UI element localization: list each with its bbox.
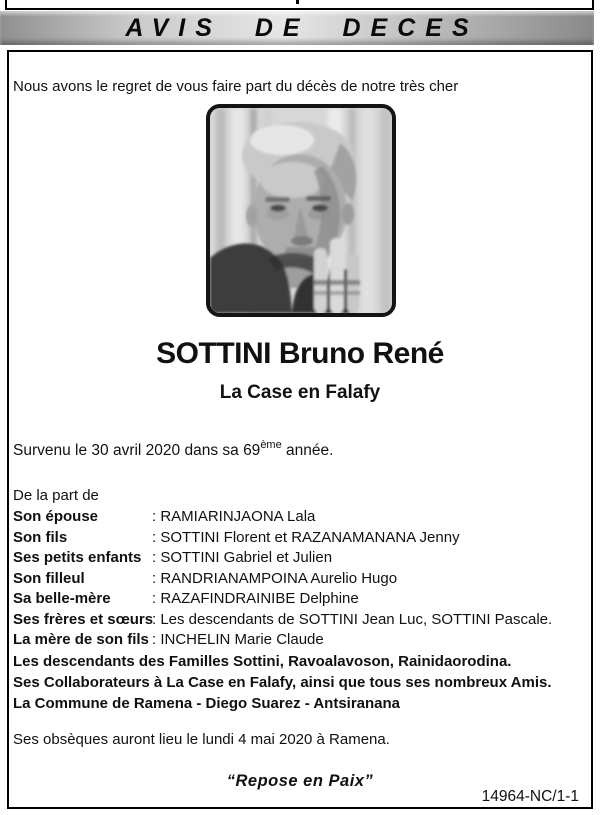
death-date-suffix: année. xyxy=(281,442,334,460)
relation-row-spouse xyxy=(13,508,589,529)
relation-row-sons-mother xyxy=(13,631,589,652)
relation-label: Ses frères et sœurs xyxy=(13,610,154,628)
family-line-collaborators: Ses Collaborateurs à La Case en Falafy, ainsi que tous ses nombreux Amis. xyxy=(13,674,552,691)
family-lines xyxy=(13,651,589,714)
relation-label: Son épouse xyxy=(13,508,99,525)
family-line-descendants: Les descendants des Familles Sottini, Ravoalavoson, Rainidaorodina. xyxy=(13,653,512,670)
relation-row-godson xyxy=(13,570,589,591)
relation-value: : SOTTINI Gabriel et Julien xyxy=(152,549,333,566)
previous-notice-bottom-edge xyxy=(5,0,594,10)
relation-value: : SOTTINI Florent et RAZANAMANANA Jenny xyxy=(152,528,460,546)
relation-label: Son fils xyxy=(13,528,68,546)
relation-row-mother-in-law xyxy=(13,590,589,611)
relation-label: Sa belle-mère xyxy=(13,590,111,607)
relation-row-son xyxy=(13,529,589,550)
banner-title: AVIS DE DECES xyxy=(125,13,479,42)
family-line-commune: La Commune de Ramena - Diego Suarez - Antsiranana xyxy=(13,695,401,712)
death-date-prefix: Survenu le 30 avril 2020 dans sa 69 xyxy=(13,442,261,460)
column-separator-mark xyxy=(296,0,299,4)
relation-label: Son filleul xyxy=(13,569,85,587)
notice-card xyxy=(7,50,593,809)
death-date-ordinal-superscript: ème xyxy=(260,439,282,451)
portrait-photo-illustration xyxy=(210,108,392,313)
relation-value: : RAZAFINDRAINIBE Delphine xyxy=(152,590,359,607)
reference-number: 14964-NC/1-1 xyxy=(481,788,579,805)
deceased-subtitle: La Case en Falafy xyxy=(219,382,381,403)
death-date-line xyxy=(13,440,333,460)
relation-row-siblings xyxy=(13,611,589,632)
relations-list xyxy=(13,508,589,652)
banner xyxy=(0,11,594,45)
relation-value: : Les descendants de SOTTINI Jean Luc, SOTTINI Pascale. xyxy=(152,610,553,628)
portrait-photo xyxy=(206,104,396,317)
relation-row-grandchildren xyxy=(13,549,589,570)
on-behalf-line: De la part de xyxy=(13,487,99,504)
deceased-name: SOTTINI Bruno René xyxy=(156,337,444,370)
intro-line: Nous avons le regret de vous faire part du décès de notre très cher xyxy=(13,78,459,95)
relation-value: : RAMIARINJAONA Lala xyxy=(152,508,316,525)
relation-label: Ses petits enfants xyxy=(13,549,142,566)
relation-value: : INCHELIN Marie Claude xyxy=(152,631,324,648)
relation-value: : RANDRIANAMPOINA Aurelio Hugo xyxy=(152,569,398,587)
funeral-line: Ses obsèques auront lieu le lundi 4 mai 2020 à Ramena. xyxy=(13,731,390,748)
closing-quote: “Repose en Paix” xyxy=(226,772,374,790)
relation-label: La mère de son fils xyxy=(13,631,149,648)
